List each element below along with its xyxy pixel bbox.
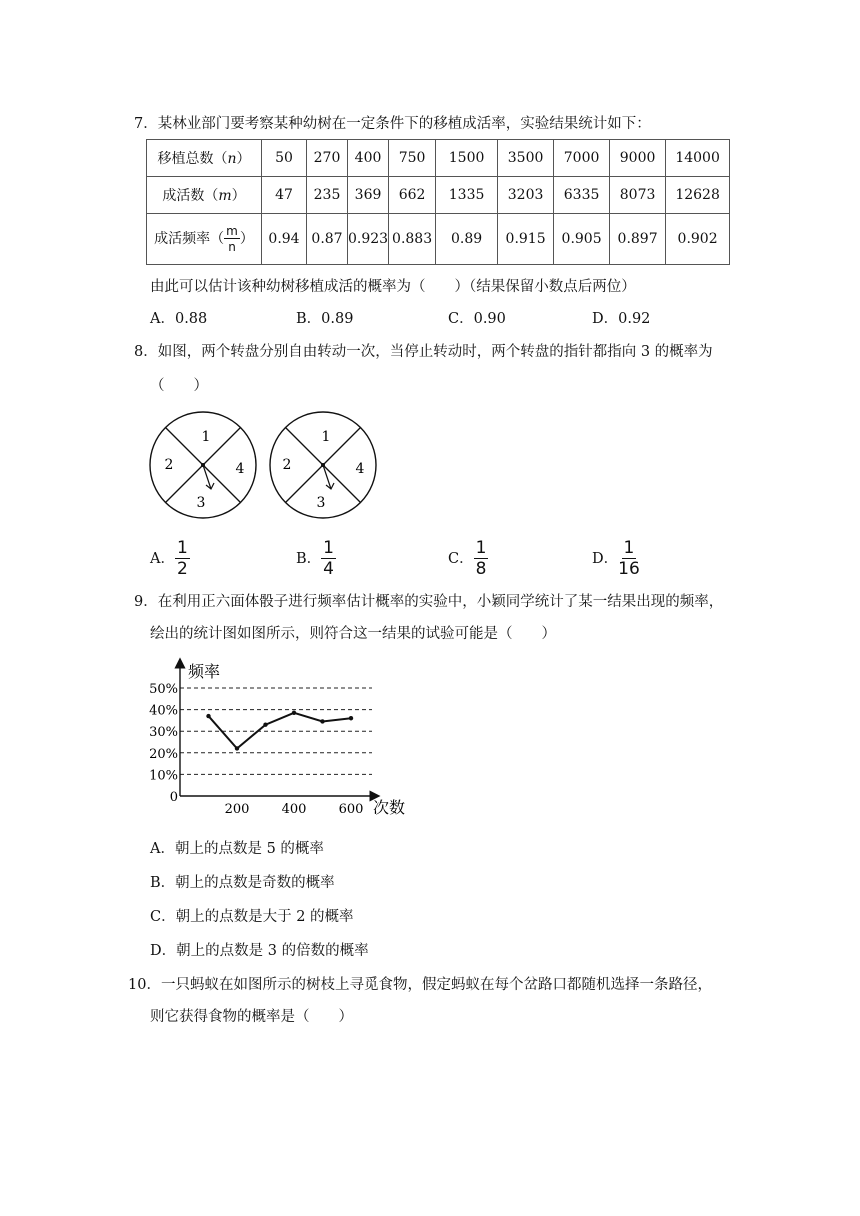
q9-stem-line2: 绘出的统计图如图所示，则符合这一结果的试验可能是（ ）	[150, 626, 556, 642]
q9-option-c: C．朝上的点数是大于 2 的概率	[150, 909, 354, 925]
spinner-left	[150, 412, 256, 518]
y-tick-label: 30%	[149, 725, 178, 741]
data-point	[349, 716, 353, 720]
q8-paren: （ ）	[150, 378, 208, 394]
table-cell: 750	[389, 140, 436, 177]
table-cell: 12628	[666, 177, 730, 214]
q8-option-d: D． $\frac{1}{16}$	[592, 538, 640, 579]
series-line	[209, 713, 352, 749]
table-cell: 400	[348, 140, 389, 177]
q7-option-d: D．0.92	[592, 311, 651, 327]
y-tick-label: 20%	[149, 746, 178, 762]
table-row	[147, 214, 730, 265]
q9-stem-line1: 9．在利用正六面体骰子进行频率估计概率的实验中，小颖同学统计了某一结果出现的频率，	[134, 594, 724, 610]
row-label-total: 移植总数（n）	[147, 140, 262, 177]
table-row	[147, 177, 730, 214]
q7-option-a: A．0.88	[150, 311, 208, 327]
data-point	[206, 714, 210, 718]
table-cell: 1335	[436, 177, 498, 214]
data-point	[292, 711, 296, 715]
table-cell: 662	[389, 177, 436, 214]
table-cell: 369	[348, 177, 389, 214]
table-cell: 0.902	[666, 214, 730, 265]
x-axis-label: 次数	[373, 798, 406, 817]
spinner-number: 2	[282, 457, 292, 473]
frequency-chart	[140, 655, 420, 820]
q8-stem: 8．如图，两个转盘分别自由转动一次，当停止转动时，两个转盘的指针都指向 3 的概率为	[134, 344, 713, 360]
y-tick-labels	[149, 682, 178, 805]
q9-option-a: A．朝上的点数是 5 的概率	[150, 841, 324, 857]
q7-option-b: B．0.89	[296, 311, 354, 327]
m-over-n-fraction: $\frac{m}{n}$	[226, 224, 238, 254]
table-cell: 1500	[436, 140, 498, 177]
spinner-number: 4	[355, 461, 365, 477]
table-cell: 0.923	[348, 214, 389, 265]
y-tick-label: 50%	[149, 682, 178, 697]
table-cell: 235	[307, 177, 348, 214]
row-label-frequency: 成活频率（ $\frac{m}{n}$ ）	[147, 214, 262, 265]
table-cell: 14000	[666, 140, 730, 177]
table-cell: 7000	[554, 140, 610, 177]
data-point	[263, 723, 267, 727]
q8-option-b: B． $\frac{1}{4}$	[296, 538, 334, 579]
spinner-number: 4	[235, 461, 245, 477]
table-cell: 50	[262, 140, 307, 177]
spinner-number: 1	[201, 429, 211, 445]
q10-stem-line1: 10．一只蚂蚁在如图所示的树枝上寻觅食物，假定蚂蚁在每个岔路口都随机选择一条路径，	[128, 977, 712, 993]
table-row	[147, 140, 730, 177]
x-tick-label: 600	[338, 802, 364, 817]
table-cell: 0.897	[610, 214, 666, 265]
x-tick-label: 400	[281, 802, 307, 817]
table-cell: 0.905	[554, 214, 610, 265]
spinner-right	[270, 412, 376, 518]
spinner-number: 3	[316, 495, 326, 511]
data-point	[320, 719, 324, 723]
q8-option-a: A． $\frac{1}{2}$	[150, 538, 188, 579]
table-cell: 3500	[498, 140, 554, 177]
table-cell: 3203	[498, 177, 554, 214]
row-label-survived: 成活数（m）	[147, 177, 262, 214]
series-points	[206, 711, 353, 751]
table-cell: 6335	[554, 177, 610, 214]
y-tick-label: 0	[169, 790, 178, 805]
q7-table	[146, 139, 730, 265]
y-tick-label: 40%	[149, 703, 178, 719]
spinner-number: 1	[321, 429, 331, 445]
y-tick-label: 10%	[149, 768, 178, 784]
q7-question: 由此可以估计该种幼树移植成活的概率为（ ）（结果保留小数点后两位）	[150, 279, 636, 295]
x-tick-labels	[225, 802, 364, 817]
chart-grid	[180, 688, 372, 774]
q8-option-c: C． $\frac{1}{8}$	[448, 538, 487, 579]
spinner-number: 2	[164, 457, 174, 473]
table-cell: 0.87	[307, 214, 348, 265]
table-cell: 8073	[610, 177, 666, 214]
q7-option-c: C．0.90	[448, 311, 506, 327]
table-cell: 0.94	[262, 214, 307, 265]
y-axis-label: 频率	[188, 662, 221, 681]
table-cell: 270	[307, 140, 348, 177]
table-cell: 9000	[610, 140, 666, 177]
q9-option-d: D．朝上的点数是 3 的倍数的概率	[150, 943, 369, 959]
table-cell: 0.883	[389, 214, 436, 265]
x-tick-label: 200	[224, 802, 250, 817]
table-cell: 0.89	[436, 214, 498, 265]
q9-option-b: B．朝上的点数是奇数的概率	[150, 875, 335, 891]
table-cell: 47	[262, 177, 307, 214]
q7-stem: 7．某林业部门要考察某种幼树在一定条件下的移植成活率，实验结果统计如下：	[134, 116, 651, 132]
q10-stem-line2: 则它获得食物的概率是（ ）	[150, 1009, 353, 1025]
data-point	[235, 746, 239, 750]
table-cell: 0.915	[498, 214, 554, 265]
spinners-figure	[140, 410, 380, 530]
spinner-number: 3	[196, 495, 206, 511]
